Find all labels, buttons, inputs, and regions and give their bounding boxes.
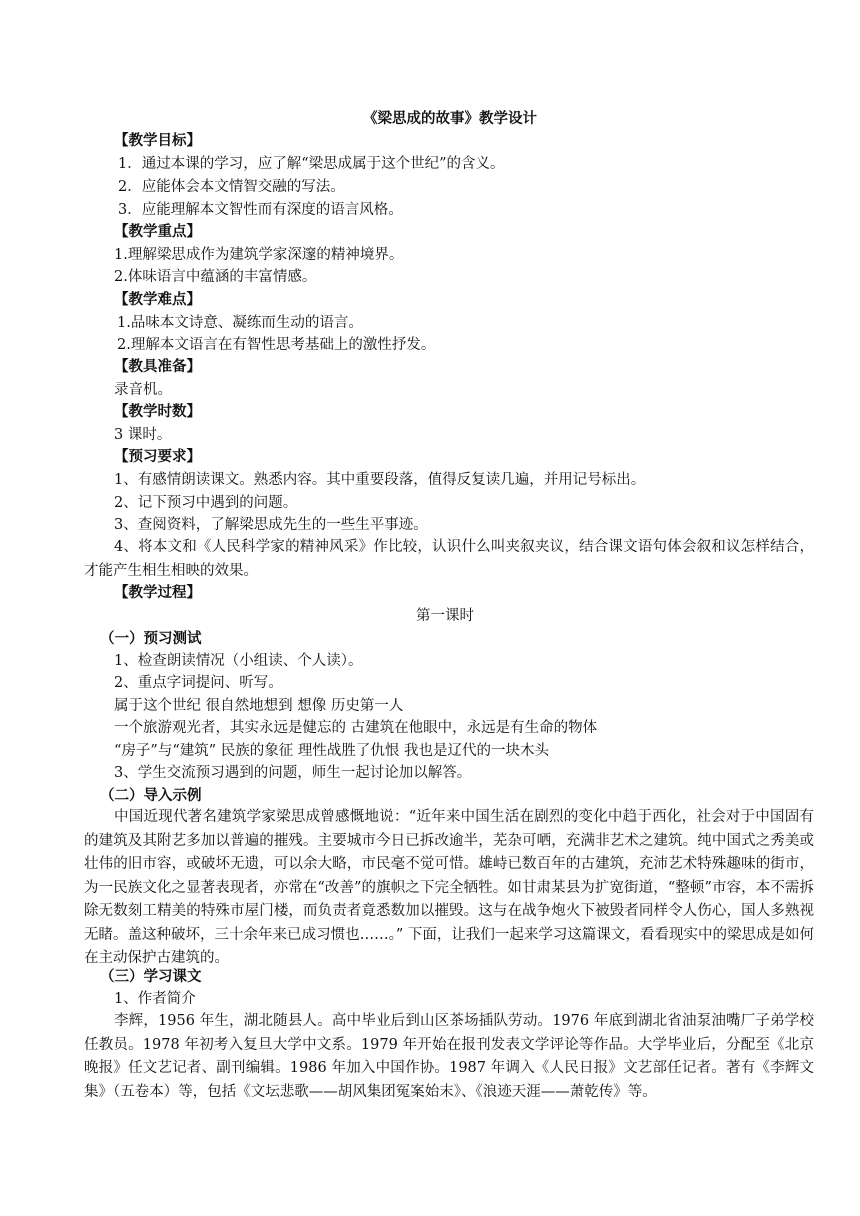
materials-heading: 【教具准备】 [114, 358, 201, 375]
preview-item: 3、查阅资料，了解梁思成先生的一些生平事迹。 [114, 517, 428, 533]
vocabulary-line: 属于这个世纪 很自然地想到 想像 历史第一人 [114, 698, 404, 714]
author-intro-label: 1、作者简介 [114, 991, 196, 1007]
preview-heading: 【预习要求】 [114, 448, 201, 465]
preview-test-item: 2、重点字词提问、听写。 [114, 675, 283, 691]
author-intro-paragraph: 李辉，1956 年生，湖北随县人。高中毕业后到山区茶场插队劳动。1976 年底到湖北省油泵油嘴厂子弟学校任教员。1978 年初考入复旦大学中文系。1979 年开始在报刊发表文学评论等作品。大学毕业后，分配至《北京晚报》任文艺记者、副刊编辑。1986 年加入中国作协。1987 年调入《人民日报》文艺部任记者。著有《李辉文集》（五卷本）等，包括《文坛悲歌——胡风集团冤案始末》、《浪迹天涯——萧乾传》等。 [84, 1013, 814, 1100]
preview-item: 1、有感情朗读课文。熟悉内容。其中重要段落，值得反复读几遍，并用记号标出。 [114, 472, 646, 488]
objectives-heading: 【教学目标】 [114, 132, 201, 149]
vocabulary-line: 一个旅游观光者，其实永远是健忘的 古建筑在他眼中，永远是有生命的物体 [114, 720, 598, 736]
preview-item: 2、记下预习中遇到的问题。 [114, 495, 298, 511]
objective-item: 1．通过本课的学习，应了解“梁思成属于这个世纪”的含义。 [118, 156, 505, 172]
lesson-one-label: 第一课时 [416, 608, 474, 624]
intro-heading: （二）导入示例 [100, 787, 202, 804]
hours-text: 3 课时。 [114, 427, 172, 443]
hours-heading: 【教学时数】 [114, 403, 201, 420]
difficulty-item: 2.理解本文语言在有智性思考基础上的激性抒发。 [117, 337, 436, 353]
vocabulary-line: “房子”与“建筑” 民族的象征 理性战胜了仇恨 我也是辽代的一块木头 [114, 743, 549, 759]
preview-item: 4、将本文和《人民科学家的精神风采》作比较，认识什么叫夹叙夹议，结合课文语句体会叙和议怎样结合，才能产生相生相映的效果。 [84, 539, 814, 579]
intro-paragraph: 中国近现代著名建筑学家梁思成曾感慨地说：“近年来中国生活在剧烈的变化中趋于西化，社会对于中国固有的建筑及其附艺多加以普遍的摧残。主要城市今日已拆改逾半，芜杂可哂，充满非艺术之建筑。纯中国式之秀美或壮伟的旧市容，或破坏无遗，可以余大略，市民毫不觉可惜。雄峙已数百年的古建筑，充沛艺术特殊趣味的街市，为一民族文化之显著表现者，亦常在“改善”的旗帜之下完全牺牲。如甘肃某县为扩宽街道，“整顿”市容，本不需拆除无数刻工精美的特殊市屋门楼，而负责者竟悉数加以摧毁。这与在战争炮火下被毁者同样令人伤心，国人多熟视无睹。盖这种破坏，三十余年来已成习惯也……。” 下面，让我们一起来学习这篇课文，看看现实中的梁思成是如何在主动保护古建筑的。 [84, 809, 814, 966]
preview-test-heading: （一）预习测试 [100, 630, 202, 647]
process-heading: 【教学过程】 [114, 584, 201, 601]
difficulties-heading: 【教学难点】 [114, 291, 201, 308]
study-text-heading: （三）学习课文 [100, 968, 202, 985]
materials-text: 录音机。 [114, 382, 172, 398]
difficulty-item: 1.品味本文诗意、凝练而生动的语言。 [117, 315, 363, 331]
objective-item: 3．应能理解本文智性而有深度的语言风格。 [118, 202, 403, 218]
preview-test-item: 1、检查朗读情况（小组读、个人读）。 [114, 653, 363, 669]
objective-item: 2．应能体会本文情智交融的写法。 [118, 179, 345, 195]
document-title: 《梁思成的故事》教学设计 [363, 110, 537, 127]
preview-test-item: 3、学生交流预习遇到的问题，师生一起讨论加以解答。 [114, 765, 472, 781]
key-point-item: 1.理解梁思成作为建筑学家深邃的精神境界。 [114, 247, 404, 263]
key-point-item: 2.体味语言中蕴涵的丰富情感。 [114, 269, 317, 285]
key-points-heading: 【教学重点】 [114, 223, 201, 240]
